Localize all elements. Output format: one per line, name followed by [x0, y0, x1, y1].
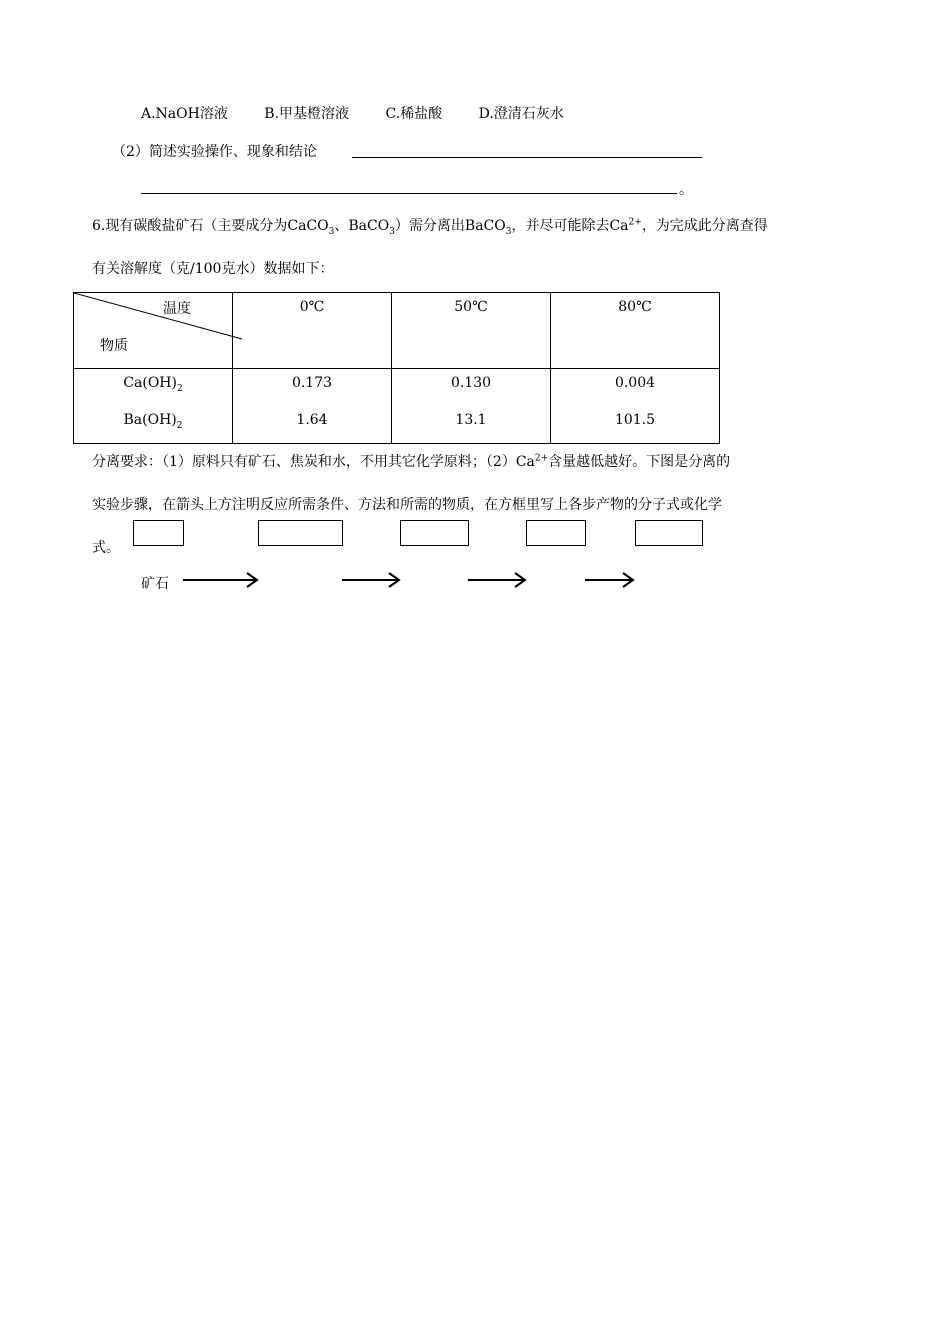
corner-substance-label: 物质 [100, 338, 128, 354]
solubility-table [73, 292, 720, 444]
answer-box-5[interactable] [635, 520, 703, 546]
substance-ca: $Ca(OH)_2$ [123, 375, 183, 394]
option-d: D.澄清石灰水 [478, 106, 564, 122]
arrow-icon [183, 573, 257, 587]
value-cell: 0.004 101.5 [551, 369, 720, 444]
temp-header: 80℃ [551, 293, 720, 369]
answer-line-1[interactable] [352, 157, 702, 158]
q6-requirement-line3: 式。 [92, 540, 120, 556]
substance-cell [74, 369, 233, 444]
option-b: B.甲基橙溶液 [264, 106, 350, 122]
end-mark: 。 [679, 182, 693, 198]
answer-box-4[interactable] [526, 520, 586, 546]
flow-arrows [0, 560, 950, 600]
flow-start-label: 矿石 [141, 576, 169, 592]
option-c: C.稀盐酸 [385, 106, 443, 122]
arrow-icon [468, 573, 525, 587]
corner-temp-label: 温度 [163, 301, 191, 317]
corner-cell [74, 293, 233, 369]
table-header-row [74, 293, 720, 369]
value-cell: 0.130 13.1 [392, 369, 551, 444]
option-a: A.NaOH溶液 [141, 106, 228, 122]
answer-box-1[interactable] [133, 520, 184, 546]
value-cell: 0.173 1.64 [233, 369, 392, 444]
q5-options [141, 103, 596, 123]
temp-header: 0℃ [233, 293, 392, 369]
answer-box-3[interactable] [400, 520, 469, 546]
q5-part2-label: （2）简述实验操作、现象和结论 [112, 144, 317, 160]
arrow-icon [585, 573, 633, 587]
substance-ba: $Ba(OH)_2$ [123, 412, 183, 431]
table-data-row [74, 369, 720, 444]
arrow-icon [342, 573, 399, 587]
temp-header: 50℃ [392, 293, 551, 369]
q6-line1: 6.现有碳酸盐矿石（主要成分为CaCO$_3$、BaCO$_3$）需分离出BaCO$_3$，并尽可能除去$Ca^{2+}$，为完成此分离查得 [92, 217, 768, 237]
answer-box-2[interactable] [258, 520, 343, 546]
answer-line-2[interactable] [141, 193, 677, 194]
q6-requirement-line2: 实验步骤，在箭头上方注明反应所需条件、方法和所需的物质，在方框里写上各步产物的分子式或化学 [92, 497, 722, 513]
q6-requirement-line1: 分离要求：（1）原料只有矿石、焦炭和水，不用其它化学原料；$(2)Ca^{2+}$含量越低越好。下图是分离的 [92, 453, 731, 470]
q6-line2: 有关溶解度（克/100克水）数据如下： [92, 261, 334, 277]
